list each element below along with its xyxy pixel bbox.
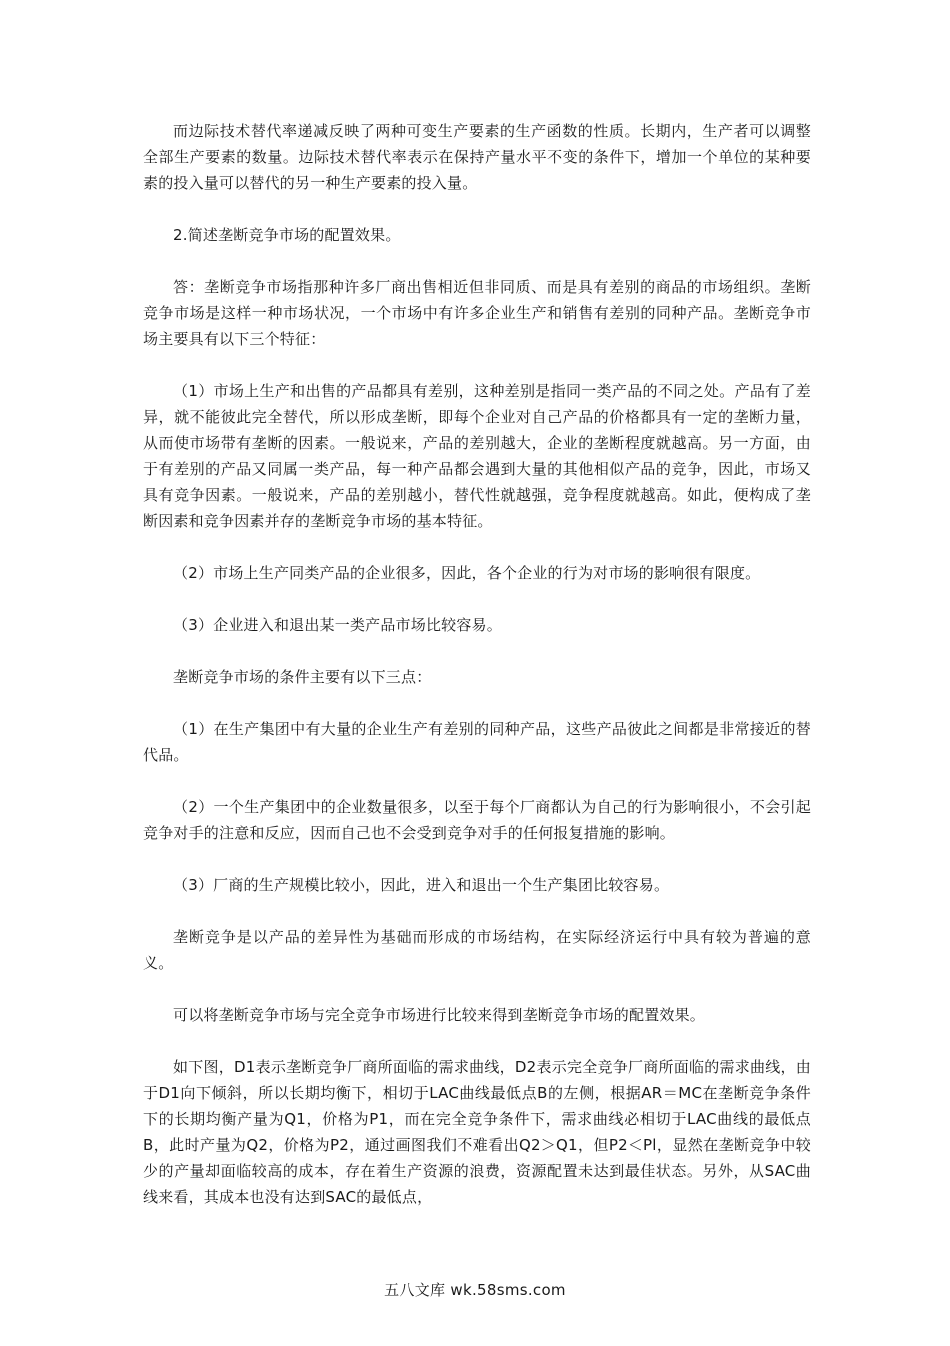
paragraph-mrts: 而边际技术替代率递减反映了两种可变生产要素的生产函数的性质。长期内，生产者可以调整全部生产要素的数量。边际技术替代率表示在保持产量水平不变的条件下，增加一个单位的某种要素的投入量可以替代的另一种生产要素的投入量。 [143,122,811,192]
paragraph-feature-3: （3）企业进入和退出某一类产品市场比较容易。 [173,616,502,634]
paragraph-conditions-intro: 垄断竞争市场的条件主要有以下三点： [173,668,432,686]
document-body [143,118,811,1236]
paragraph-condition-2: （2）一个生产集团中的企业数量很多，以至于每个厂商都认为自己的行为影响很小，不会引起竞争对手的注意和反应，因而自己也不会受到竞争对手的任何报复措施的影响。 [143,798,811,842]
paragraph-answer-intro: 答：垄断竞争市场指那种许多厂商出售相近但非同质、而是具有差别的商品的市场组织。垄断竞争市场是这样一种市场状况，一个市场中有许多企业生产和销售有差别的同种产品。垄断竞争市场主要具有以下三个特征： [143,278,811,348]
paragraph-condition-1: （1）在生产集团中有大量的企业生产有差别的同种产品，这些产品彼此之间都是非常接近的替代品。 [143,720,811,764]
paragraph-significance: 垄断竞争是以产品的差异性为基础而形成的市场结构，在实际经济运行中具有较为普遍的意义。 [143,928,811,972]
paragraph-feature-1: （1）市场上生产和出售的产品都具有差别，这种差别是指同一类产品的不同之处。产品有了差异，就不能彼此完全替代，所以形成垄断，即每个企业对自己产品的价格都具有一定的垄断力量，从而使市场带有垄断的因素。一般说来，产品的差别越大，企业的垄断程度就越高。另一方面，由于有差别的产品又同属一类产品，每一种产品都会遇到大量的其他相似产品的竞争，因此，市场又具有竞争因素。一般说来，产品的差别越小，替代性就越强，竞争程度就越高。如此，便构成了垄断因素和竞争因素并存的垄断竞争市场的基本特征。 [143,382,811,530]
paragraph-condition-3: （3）厂商的生产规模比较小，因此，进入和退出一个生产集团比较容易。 [173,876,670,894]
question-heading: 2.简述垄断竞争市场的配置效果。 [173,226,401,244]
paragraph-feature-2: （2）市场上生产同类产品的企业很多，因此，各个企业的行为对市场的影响很有限度。 [173,564,761,582]
paragraph-diagram-explanation: 如下图，D1表示垄断竞争厂商所面临的需求曲线，D2表示完全竞争厂商所面临的需求曲线，由于D1向下倾斜，所以长期均衡下，相切于LAC曲线最低点B的左侧，根据AR＝MC在垄断竞争条件下的长期均衡产量为Q1，价格为P1，而在完全竞争条件下，需求曲线必相切于LAC曲线的最低点B，此时产量为Q2，价格为P2，通过画图我们不难看出Q2＞Q1，但P2＜Pl，显然在垄断竞争中较少的产量却面临较高的成本，存在着生产资源的浪费，资源配置未达到最佳状态。另外，从SAC曲线来看，其成本也没有达到SAC的最低点， [143,1058,811,1206]
page-footer: 五八文库 wk.58sms.com [384,1281,566,1299]
paragraph-comparison: 可以将垄断竞争市场与完全竞争市场进行比较来得到垄断竞争市场的配置效果。 [173,1006,706,1024]
